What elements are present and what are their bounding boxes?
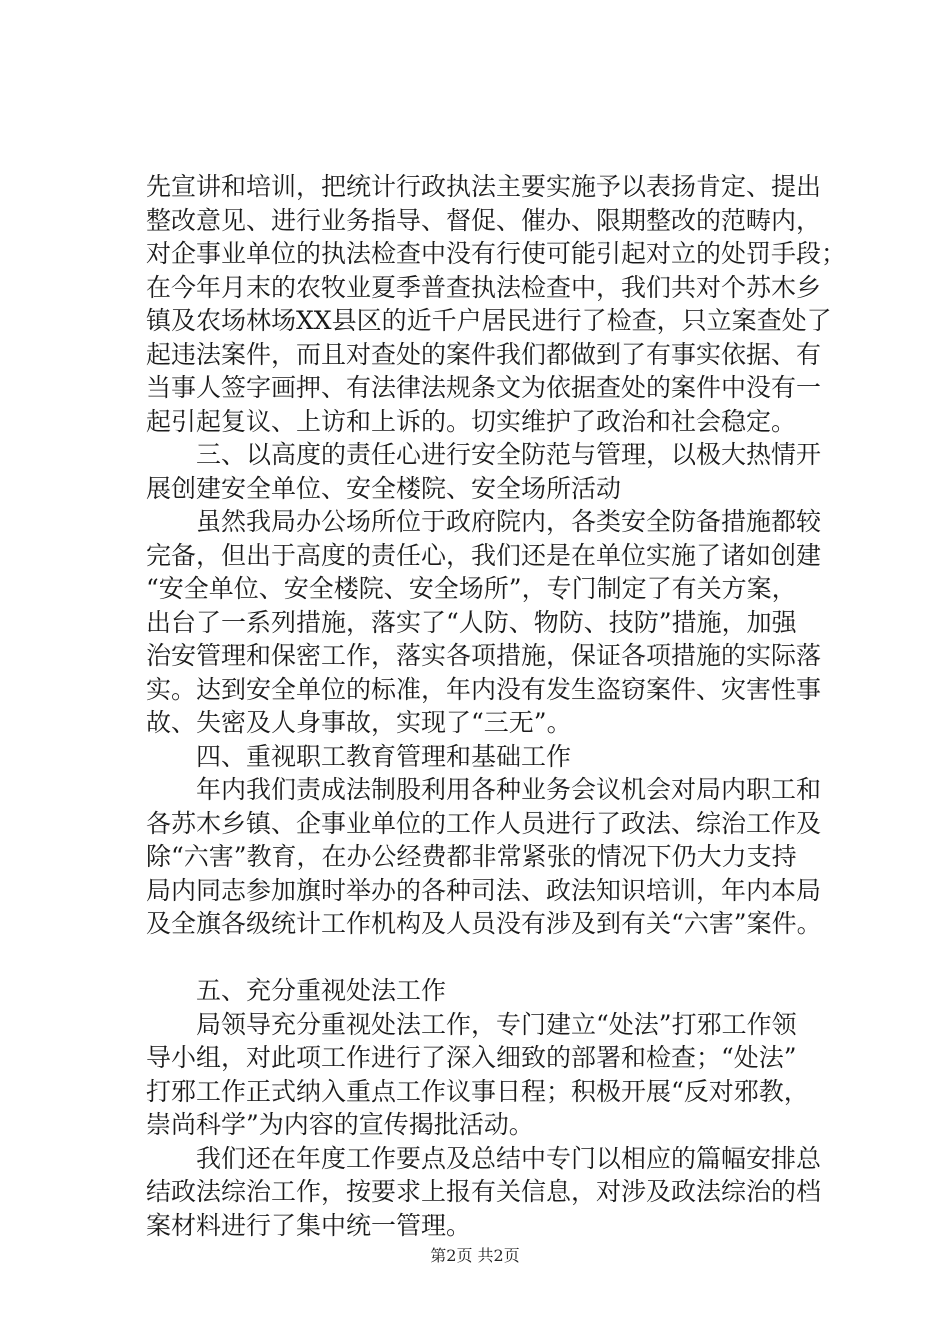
text-line: 各苏木乡镇、企事业单位的工作人员进行了政法、综治工作及 xyxy=(146,808,822,838)
text-line: 先宣讲和培训，把统计行政执法主要实施予以表扬肯定、提出 xyxy=(146,172,822,201)
text-line: 镇及农场林场XX县区的近千户居民进行了检查，只立案查处了 xyxy=(146,306,832,335)
text-line: 起违法案件，而且对查处的案件我们都做到了有事实依据、有 xyxy=(146,339,822,369)
document-body xyxy=(146,170,861,1242)
page-footer: 第2页 共2页 xyxy=(430,1246,520,1265)
text-line: 打邪工作正式纳入重点工作议事日程；积极开展“反对邪教， xyxy=(146,1076,809,1106)
text-line: 及全旗各级统计工作机构及人员没有涉及到有关“六害”案件。 xyxy=(146,909,822,938)
text-line: 起引起复议、上访和上诉的。切实维护了政治和社会稳定。 xyxy=(146,406,797,436)
text-line: 出台了一系列措施，落实了“人防、物防、技防”措施，加强 xyxy=(146,607,797,637)
text-line: 局内同志参加旗时举办的各种司法、政法知识培训，年内本局 xyxy=(146,875,822,905)
text-line: 除“六害”教育，在办公经费都非常紧张的情况下仍大力支持 xyxy=(146,842,797,871)
text-line: 实。达到安全单位的标准，年内没有发生盗窃案件、灾害性事 xyxy=(146,674,822,704)
blank-line xyxy=(146,941,861,975)
text-line: 结政法综治工作，按要求上报有关信息，对涉及政法综治的档 xyxy=(146,1177,822,1206)
text-line: 导小组，对此项工作进行了深入细致的部署和检查；“处法” xyxy=(146,1043,797,1072)
paragraph-start-line: 四、重视职工教育管理和基础工作 xyxy=(196,741,572,771)
text-line: “安全单位、安全楼院、安全场所”，专门制定了有关方案， xyxy=(146,574,797,603)
text-line: 崇尚科学”为内容的宣传揭批活动。 xyxy=(146,1110,534,1139)
paragraph-start-line: 三、以高度的责任心进行安全防范与管理，以极大热情开 xyxy=(196,440,822,469)
paragraph-start-line: 虽然我局办公场所位于政府院内，各类安全防备措施都较 xyxy=(196,507,822,536)
text-line: 当事人签字画押、有法律法规条文为依据查处的案件中没有一 xyxy=(146,373,822,402)
text-line: 故、失密及人身事故，实现了“三无”。 xyxy=(146,708,572,737)
paragraph-start-line: 我们还在年度工作要点及总结中专门以相应的篇幅安排总 xyxy=(196,1143,822,1173)
text-line: 对企事业单位的执法检查中没有行使可能引起对立的处罚手段； xyxy=(146,239,847,268)
text-line: 治安管理和保密工作，落实各项措施，保证各项措施的实际落 xyxy=(146,641,822,670)
text-line: 在今年月末的农牧业夏季普查执法检查中，我们共对个苏木乡 xyxy=(146,272,822,302)
paragraph-start-line: 局领导充分重视处法工作，专门建立“处法”打邪工作领 xyxy=(196,1009,797,1039)
paragraph-start-line: 五、充分重视处法工作 xyxy=(196,976,447,1005)
text-line: 案材料进行了集中统一管理。 xyxy=(146,1210,472,1240)
text-line: 展创建安全单位、安全楼院、安全场所活动 xyxy=(146,473,622,503)
text-line: 整改意见、进行业务指导、督促、催办、限期整改的范畴内， xyxy=(146,205,822,235)
paragraph-start-line: 年内我们责成法制股利用各种业务会议机会对局内职工和 xyxy=(196,775,822,804)
text-line: 完备，但出于高度的责任心，我们还是在单位实施了诸如创建 xyxy=(146,540,822,570)
